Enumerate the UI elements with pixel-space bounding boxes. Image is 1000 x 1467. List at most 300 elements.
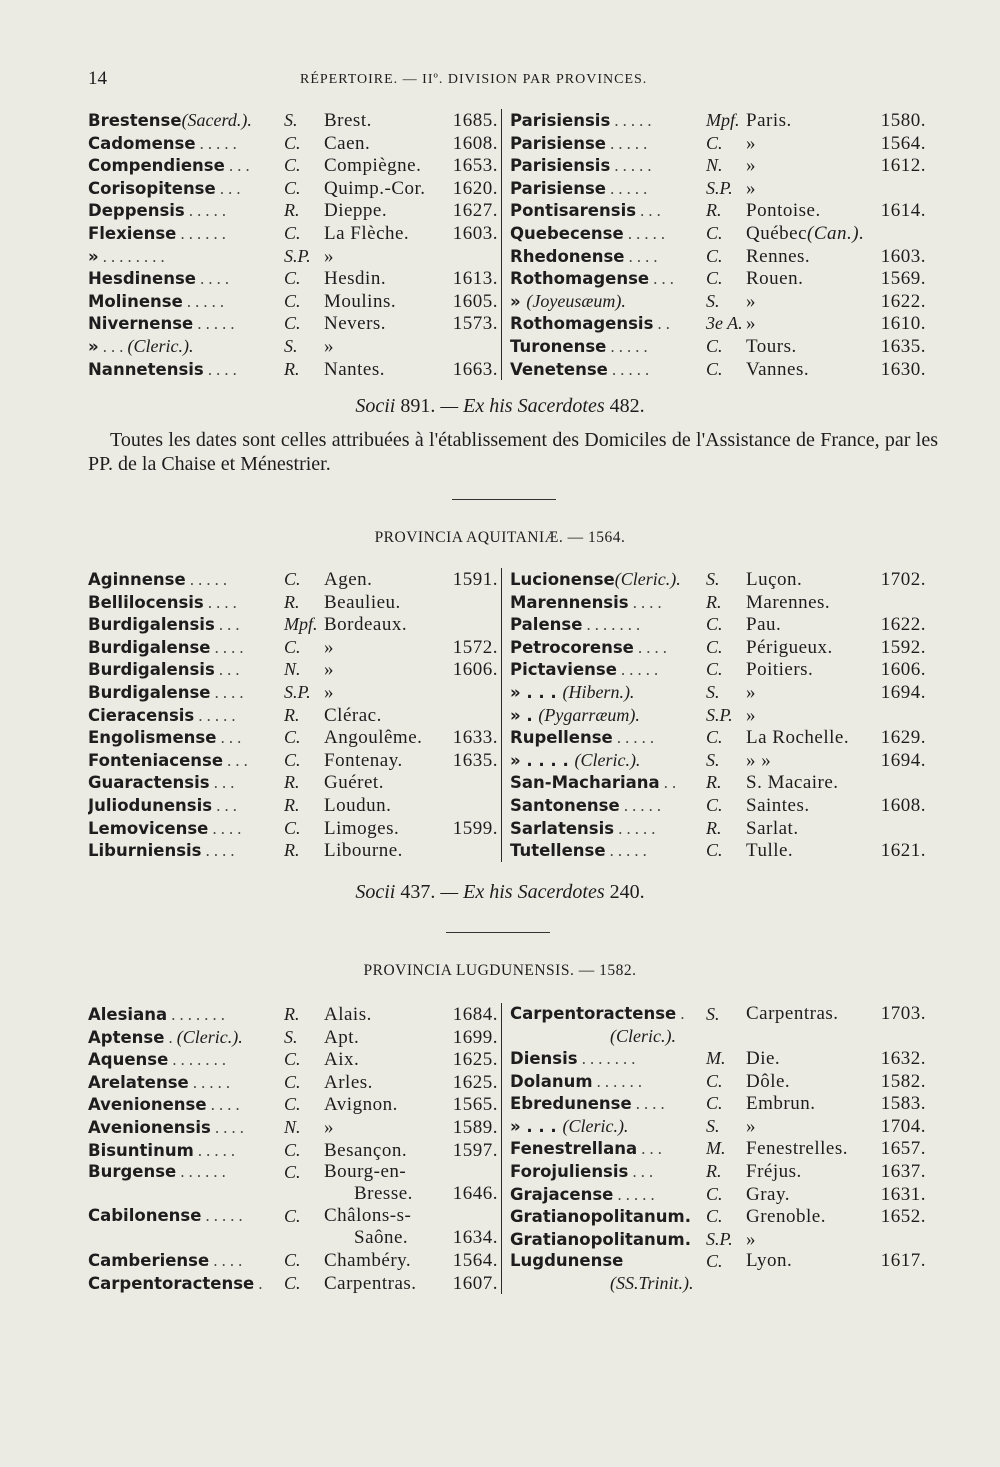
leader-dots: . . . . . [610, 156, 652, 176]
place-cell [324, 569, 450, 592]
table-row [510, 568, 936, 591]
entry-name-cell [88, 246, 284, 269]
leader-dots: . . . . . . . [168, 1050, 227, 1070]
divider-1 [452, 499, 556, 500]
entry-name-block [510, 1250, 706, 1293]
place-cell [746, 133, 878, 156]
founding-year: 1621. [880, 840, 926, 862]
founding-year: 1613. [452, 268, 498, 290]
latin-name: Cabilonense [88, 1206, 202, 1226]
table-row [510, 154, 936, 177]
house-type-code: C. [284, 727, 301, 748]
house-type-code: C. [706, 840, 723, 861]
place-name: » [746, 132, 756, 154]
founding-year: 1620. [452, 177, 498, 199]
place-name: Agen. [324, 569, 373, 590]
latin-name: Gratianopolitanum. [510, 1207, 692, 1227]
place-cell [324, 795, 450, 818]
founding-year: 1582. [880, 1070, 926, 1092]
place-name: Pontoise. [746, 200, 821, 222]
house-type-code: S. [706, 569, 720, 589]
leader-dots: . . . [637, 1139, 662, 1159]
table-row [510, 1205, 936, 1228]
latin-name: Nivernense [88, 314, 194, 334]
entry-name-line [510, 1250, 706, 1273]
house-type-code: N. [284, 659, 301, 680]
place-name: Dieppe. [324, 200, 388, 222]
leader-dots: . . . [628, 1161, 654, 1181]
house-type-code: C. [706, 268, 723, 289]
place-name: Paris. [746, 110, 792, 131]
table-row [88, 1071, 499, 1094]
founding-year: 1694. [880, 749, 926, 771]
name-qualifier: (Joyeusæum). [526, 290, 626, 311]
place-name: Caen. [324, 132, 371, 154]
place-cell [746, 682, 878, 705]
table-row [510, 177, 936, 200]
entry-name-cell [510, 749, 706, 773]
table-row [510, 290, 936, 313]
founding-year: 1625. [452, 1049, 498, 1071]
place-name: » [746, 681, 756, 703]
place-name: » [324, 335, 334, 357]
house-type-code: S.P. [284, 245, 311, 266]
leader-dots: . . . . . [606, 336, 648, 356]
place-cell [746, 336, 878, 359]
founding-year: 1622. [880, 614, 926, 636]
entry-name-cell [510, 614, 706, 637]
house-type-code: C. [706, 1206, 723, 1227]
founding-year: 1629. [880, 727, 926, 749]
table-row [88, 681, 499, 704]
place-cell [324, 1161, 450, 1205]
place-name: Rennes. [746, 245, 811, 267]
table-row [88, 613, 499, 636]
table-row [88, 839, 499, 862]
latin-name: Palense [510, 615, 583, 635]
table-row [510, 267, 936, 290]
entry-name-cell [88, 200, 284, 223]
leader-dots: . . . . . [619, 795, 661, 815]
house-type-code: R. [284, 794, 300, 815]
latin-name: Carpentoractense [88, 1273, 255, 1293]
place-name: La Flèche. [324, 222, 410, 244]
latin-name: Liburniensis [88, 841, 202, 861]
table-row [88, 1048, 499, 1071]
latin-name: Burdigalensis [88, 615, 215, 635]
founding-year: 1694. [880, 681, 926, 703]
page-number: 14 [88, 68, 107, 89]
house-type-code: C. [284, 132, 301, 153]
founding-year: 1592. [880, 636, 926, 658]
house-type-code: C. [706, 1183, 723, 1204]
leader-dots: . . . . . [623, 223, 665, 243]
house-type-code: R. [706, 200, 722, 221]
place-name: Guéret. [324, 772, 384, 794]
table-row [88, 1249, 499, 1272]
table-row [510, 771, 936, 794]
table-row [88, 109, 499, 132]
entry-name-cell [510, 290, 706, 314]
entry-name-cell [88, 109, 284, 133]
table-row [88, 1205, 499, 1249]
house-type-code: R. [284, 840, 300, 861]
place-cell [746, 178, 878, 201]
latin-name: Hesdinense [88, 269, 196, 289]
house-type-code: S.P. [706, 704, 733, 725]
latin-name: Avenionensis [88, 1117, 211, 1137]
leader-dots: . . . . . [184, 201, 226, 221]
place-name: Chambéry. [324, 1250, 412, 1272]
entry-name-cell [510, 818, 706, 841]
founding-year: 1612. [880, 155, 926, 177]
latin-name: Aginnense [88, 570, 186, 589]
founding-year: 1605. [452, 290, 498, 312]
founding-year: 1597. [452, 1139, 498, 1161]
entry-name-cell [88, 1161, 284, 1184]
place-cell [746, 155, 878, 178]
place-cell [746, 1161, 878, 1184]
place-name: Carpentras. [324, 1272, 417, 1294]
latin-name: Juliodunensis [88, 795, 213, 815]
place-cell [324, 818, 450, 841]
latin-name: Brestense [88, 111, 182, 130]
place-cell [746, 818, 878, 841]
leader-dots: . . . . . [193, 1140, 236, 1160]
entry-name-cell [88, 592, 284, 615]
entry-name-cell [510, 200, 706, 223]
leader-dots: . . . . [201, 841, 235, 861]
latin-name: Gratianopolitanum. [510, 1229, 692, 1249]
house-type-code: C. [284, 268, 301, 289]
socii-summary-1: Socii 891. — Ex his Sacerdotes 482. [355, 395, 645, 417]
place-cell [746, 614, 878, 637]
place-cell [324, 200, 450, 223]
house-type-code: C. [284, 817, 301, 838]
house-type-code: C. [284, 1272, 301, 1293]
entry-name-cell [88, 1273, 284, 1296]
name-qualifier: (Cleric.). [562, 1115, 629, 1136]
founding-year: 1625. [452, 1071, 498, 1093]
latin-name: Fonteniacense [88, 750, 224, 770]
leader-dots: . . . . . [606, 178, 648, 198]
leader-dots: . . . . . . [176, 1162, 226, 1182]
place-cell [746, 1116, 878, 1139]
leader-dots: . . . [214, 615, 240, 635]
house-type-code: C. [284, 155, 301, 176]
table-row [510, 613, 936, 636]
latin-name: » [88, 246, 99, 266]
place-name: » [324, 245, 334, 267]
founding-year: 1564. [452, 1250, 498, 1272]
house-type-code: Mpf. [706, 110, 740, 130]
entry-name-cell [510, 592, 706, 615]
latin-name: Pontisarensis [510, 201, 637, 221]
latin-name: Tutellense [510, 841, 606, 861]
place-cell [746, 772, 878, 795]
place-name: Vannes. [746, 358, 810, 380]
entry-name-cell [88, 1250, 284, 1273]
place-name: Quimp.-Cor. [324, 177, 426, 199]
name-qualifier: (Cleric.). [127, 335, 194, 356]
leader-dots: . . . . . [188, 1072, 230, 1092]
latin-name: Nannetensis [88, 359, 204, 379]
table-row [510, 132, 936, 155]
house-type-code: R. [284, 358, 300, 379]
leader-dots: . . . . . . [592, 1071, 643, 1091]
founding-year: 1599. [452, 817, 498, 839]
founding-year: 1614. [880, 200, 926, 222]
house-type-code: C. [706, 222, 723, 243]
place-cell [324, 246, 450, 269]
table-row [510, 681, 936, 704]
place-cell [746, 200, 878, 223]
house-type-code: R. [706, 1160, 722, 1181]
house-type-code: M. [706, 1138, 726, 1159]
place-cell [324, 750, 450, 773]
place-cell [746, 1138, 878, 1161]
entry-name-cell [510, 727, 706, 750]
house-type-code: C. [284, 1206, 301, 1227]
leader-dots: . . . . [633, 637, 667, 657]
table-row [88, 1272, 499, 1295]
place-cell [746, 268, 878, 291]
place-cell [324, 1094, 450, 1117]
latin-name: Compendiense [88, 156, 225, 176]
name-qualifier: (Pygarræum). [538, 704, 640, 725]
leader-dots: . . . . . [201, 1206, 243, 1226]
entry-name-cell [88, 1049, 284, 1072]
place-cell [324, 110, 450, 133]
latin-name: Rothomagense [510, 269, 650, 289]
section-lugdunensis-table [0, 1003, 1000, 1294]
leader-dots: . . . . . [616, 660, 659, 680]
place-name: Arles. [324, 1071, 373, 1093]
entry-name-cell [510, 659, 706, 682]
place-name: Beaulieu. [324, 591, 401, 613]
leader-dots: . . . . . [614, 818, 656, 838]
place-name: Dôle. [746, 1070, 791, 1092]
entry-name-cell [88, 1072, 284, 1095]
place-name: Brest. [324, 110, 372, 131]
founding-year: 1607. [452, 1272, 498, 1294]
house-type-code: 3e A. [706, 313, 743, 334]
place-name: Avignon. [324, 1094, 398, 1116]
place-name: Moulins. [324, 290, 397, 312]
founding-year: 1573. [452, 313, 498, 335]
place-name: La Rochelle. [746, 727, 850, 749]
house-type-code: C. [284, 749, 301, 770]
founding-year: 1634. [452, 1227, 498, 1249]
table-right-column [501, 109, 936, 380]
leader-dots: . . . [215, 178, 241, 198]
place-name: Sarlat. [746, 817, 799, 839]
latin-name: Burdigalense [88, 682, 211, 702]
latin-name: Sarlatensis [510, 818, 615, 838]
place-cell [746, 313, 878, 336]
house-type-code: S. [284, 1026, 298, 1047]
leader-dots: . . . . [624, 246, 658, 266]
founding-year: 1572. [452, 636, 498, 658]
latin-name: Lucionense [510, 570, 615, 589]
house-type-code: R. [284, 772, 300, 793]
latin-name: Burgense [88, 1162, 177, 1182]
founding-year: 1652. [880, 1206, 926, 1228]
table-row [88, 1139, 499, 1162]
leader-dots: . . . [209, 773, 235, 793]
leader-dots: . . . . . [612, 728, 654, 748]
place-name: » [746, 290, 756, 312]
table-row [88, 636, 499, 659]
house-type-code: C. [284, 290, 301, 311]
table-row [88, 1161, 499, 1205]
latin-name: Venetense [510, 359, 608, 379]
leader-dots: . . . [636, 201, 661, 221]
place-cell [746, 246, 878, 269]
entry-name-cell [510, 681, 706, 705]
socii-summary-2: Socii 437. — Ex his Sacerdotes 240. [355, 881, 645, 903]
table-row [510, 591, 936, 614]
place-name: S. Macaire. [746, 772, 839, 794]
house-type-code: C. [284, 636, 301, 657]
entry-name-cell [510, 1071, 706, 1094]
place-cell [324, 133, 450, 156]
founding-year: 1703. [880, 1003, 926, 1024]
entry-name-cell [88, 335, 284, 359]
entry-name-cell [510, 637, 706, 660]
entry-name-cell [510, 313, 706, 336]
place-name: Pau. [746, 614, 782, 636]
place-cell [324, 1140, 450, 1163]
section-title-lugdunensis: PROVINCIA LUGDUNENSIS. — 1582. [363, 962, 637, 979]
place-name-cont: Saône. [354, 1227, 409, 1249]
entry-name-cell [510, 133, 706, 156]
house-type-code: S. [706, 290, 720, 311]
house-type-code: S. [706, 749, 720, 770]
table-row [88, 658, 499, 681]
table-row [510, 1115, 936, 1138]
place-cell [746, 291, 878, 314]
leader-dots: . . . . . [193, 314, 235, 334]
place-name: Loudun. [324, 794, 392, 816]
section-title-aquitaniae: PROVINCIA AQUITANIÆ. — 1564. [374, 529, 626, 546]
section-paris-table [0, 109, 1000, 380]
latin-name: Engolismense [88, 728, 217, 748]
place-name: » [324, 681, 334, 703]
place-name: Fréjus. [746, 1160, 802, 1182]
founding-year: 1646. [452, 1183, 498, 1205]
entry-name-cell [88, 840, 284, 863]
place-name: Châlons-s- [324, 1205, 412, 1227]
place-cell [324, 336, 450, 359]
table-row [510, 636, 936, 659]
table-row [88, 1026, 499, 1049]
table-row [510, 1137, 936, 1160]
place-cell [746, 592, 878, 615]
entry-name-cell [88, 614, 284, 637]
latin-name: » . . . [510, 682, 563, 702]
house-type-code: C. [706, 132, 723, 153]
place-cell [746, 750, 878, 773]
house-type-code: S. [706, 1115, 720, 1136]
latin-name: Diensis [510, 1049, 578, 1068]
entry-name-cell [510, 568, 706, 592]
entry-name-cell [88, 313, 284, 336]
entry-name-cell [510, 246, 706, 269]
table-left-column [88, 1003, 499, 1294]
latin-name: Parisiense [510, 178, 607, 198]
leader-dots: . [254, 1273, 263, 1293]
latin-name: Forojuliensis [510, 1161, 629, 1181]
entry-name-cell [88, 1140, 284, 1163]
founding-year: 1565. [452, 1094, 498, 1116]
entry-name-cell [88, 1004, 284, 1027]
name-qualifier: (Sacerd.). [181, 110, 252, 130]
latin-name: Avenionense [88, 1095, 207, 1115]
house-type-code: C. [284, 313, 301, 334]
leader-dots: . . . . [195, 269, 229, 289]
leader-dots: . . . . . [195, 133, 237, 153]
house-type-code: C. [706, 659, 723, 680]
leader-dots: . . . . [206, 1095, 240, 1115]
leader-dots: . . . . . . [176, 223, 226, 243]
place-name: Compiègne. [324, 155, 422, 177]
entry-name-cell [88, 659, 284, 682]
latin-name: Corisopitense [88, 178, 216, 198]
founding-year: 1630. [880, 358, 926, 380]
place-cell [324, 1027, 450, 1050]
entry-name-cell [88, 569, 284, 592]
house-type-code: R. [284, 200, 300, 221]
name-qualifier: (Cleric.). [610, 1025, 676, 1046]
founding-year: 1635. [452, 749, 498, 771]
place-cell [324, 659, 450, 682]
place-name: Tulle. [746, 840, 794, 862]
table-row [510, 199, 936, 222]
latin-name: » . . . . [510, 750, 575, 770]
place-cell [324, 614, 450, 637]
founding-year: 1589. [452, 1116, 498, 1138]
house-type-code: C. [284, 1139, 301, 1160]
name-qualifier: (Cleric.). [176, 1026, 243, 1047]
house-type-code: R. [284, 704, 300, 725]
leader-dots: . . . . [210, 1117, 244, 1137]
table-right-column [501, 1003, 936, 1294]
latin-name: Cadomense [88, 133, 196, 153]
place-name: Angoulême. [324, 727, 423, 749]
founding-year: 1685. [452, 110, 498, 131]
founding-year: 1704. [880, 1115, 926, 1137]
latin-name: Flexiense [88, 223, 177, 243]
house-type-code: N. [284, 1116, 301, 1137]
latin-name: Carpentoractense [510, 1004, 677, 1023]
entry-name-cell [88, 637, 284, 660]
latin-name: » . . . [510, 1116, 563, 1136]
place-cell [324, 359, 450, 382]
leader-dots: . . . . . [610, 111, 652, 130]
place-cell [746, 795, 878, 818]
place-cell [746, 1071, 878, 1094]
latin-name: Burdigalensis [88, 660, 215, 680]
house-type-code: C. [284, 177, 301, 198]
house-type-code: C. [706, 358, 723, 379]
founding-year: 1610. [880, 313, 926, 335]
leader-dots: . . . [212, 795, 237, 815]
founding-year: 1631. [880, 1183, 926, 1205]
leader-dots: . . . . . [605, 841, 647, 861]
leader-dots: . . . [224, 156, 250, 176]
leader-dots: . . . . . . . [167, 1005, 225, 1024]
